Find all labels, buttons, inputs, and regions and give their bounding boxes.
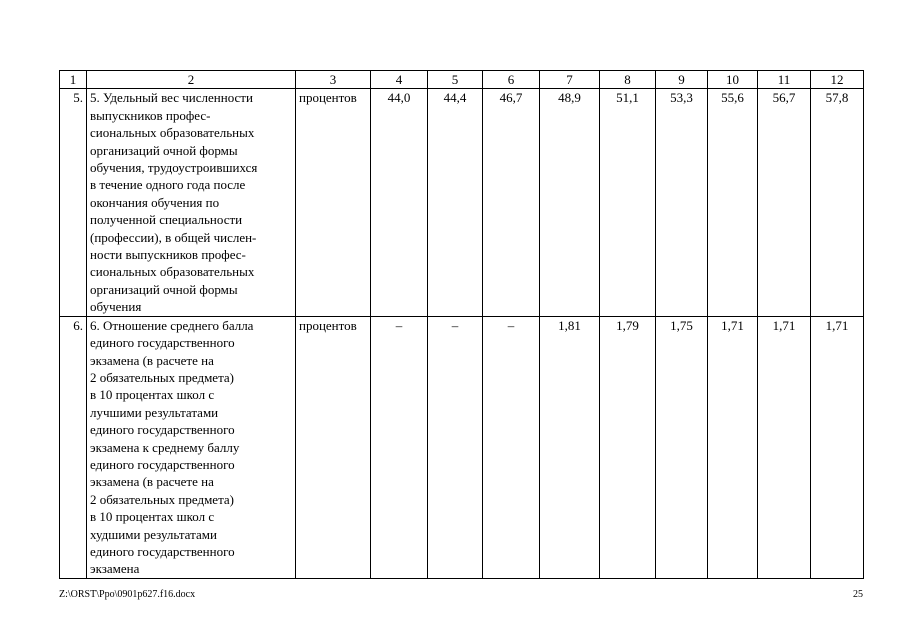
description-line: 6. Отношение среднего балла [90, 317, 254, 333]
description-line: 5. Удельный вес численности [90, 90, 253, 106]
description-line: единого государственного [90, 422, 235, 438]
description-line: единого государственного [90, 335, 235, 351]
value-cell: 1,79 [600, 316, 656, 578]
description-line: 2 обязательных предмета) [90, 369, 235, 385]
description-line: окончания обучения по [90, 194, 220, 210]
value-cell: 1,81 [540, 316, 600, 578]
page-number: 25 [853, 589, 863, 600]
description-line: сиональных образовательных [90, 264, 255, 280]
header-cell: 7 [540, 71, 600, 89]
value-cell: 1,71 [708, 316, 758, 578]
header-cell: 4 [371, 71, 428, 89]
description-line: в 10 процентах школ с [90, 509, 215, 525]
value-cell: 44,4 [428, 89, 483, 316]
description-line: экзамена [90, 561, 140, 577]
row-number: 5. [60, 89, 87, 316]
value-cell: 1,71 [811, 316, 864, 578]
value-cell: – [483, 316, 540, 578]
description-line: организаций очной формы [90, 142, 238, 158]
description-line: худшими результатами [90, 526, 217, 542]
description-line: в течение одного года после [90, 177, 246, 193]
row-number: 6. [60, 316, 87, 578]
table-row [60, 89, 864, 316]
description-line: обучения, трудоустроившихся [90, 160, 258, 176]
description-line: в 10 процентах школ с [90, 387, 215, 403]
value-cell: 57,8 [811, 89, 864, 316]
value-cell: 1,75 [656, 316, 708, 578]
header-cell: 6 [483, 71, 540, 89]
description-line: единого государственного [90, 543, 235, 559]
value-cell: 55,6 [708, 89, 758, 316]
unit-cell: процентов [296, 316, 371, 578]
indicator-description [87, 89, 296, 316]
table-row [60, 316, 864, 578]
description-line: экзамена (в расчете на [90, 474, 214, 490]
value-cell: 48,9 [540, 89, 600, 316]
description-line: 2 обязательных предмета) [90, 491, 235, 507]
footer-file-path: Z:\ORST\Ppo\0901p627.f16.docx [59, 589, 196, 600]
header-cell: 12 [811, 71, 864, 89]
description-line: сиональных образовательных [90, 125, 255, 141]
description-line: лучшими результатами [90, 404, 219, 420]
value-cell: 46,7 [483, 89, 540, 316]
description-line: полученной специальности [90, 212, 243, 228]
header-cell: 3 [296, 71, 371, 89]
value-cell: 44,0 [371, 89, 428, 316]
header-cell: 1 [60, 71, 87, 89]
description-line: (профессии), в общей числен- [90, 229, 257, 245]
header-cell: 10 [708, 71, 758, 89]
value-cell: 53,3 [656, 89, 708, 316]
header-cell: 9 [656, 71, 708, 89]
indicators-table [59, 70, 864, 579]
value-cell: 51,1 [600, 89, 656, 316]
unit-cell: процентов [296, 89, 371, 316]
header-cell: 11 [758, 71, 811, 89]
value-cell: 1,71 [758, 316, 811, 578]
value-cell: – [428, 316, 483, 578]
description-line: выпускников профес- [90, 107, 211, 123]
description-line: экзамена (в расчете на [90, 352, 214, 368]
header-cell: 8 [600, 71, 656, 89]
header-cell: 5 [428, 71, 483, 89]
indicator-description [87, 316, 296, 578]
header-cell: 2 [87, 71, 296, 89]
value-cell: 56,7 [758, 89, 811, 316]
description-line: единого государственного [90, 456, 235, 472]
description-line: ности выпускников профес- [90, 247, 246, 263]
value-cell: – [371, 316, 428, 578]
header-row [60, 71, 864, 89]
description-line: организаций очной формы [90, 281, 238, 297]
description-line: обучения [90, 299, 142, 315]
description-line: экзамена к среднему баллу [90, 439, 240, 455]
